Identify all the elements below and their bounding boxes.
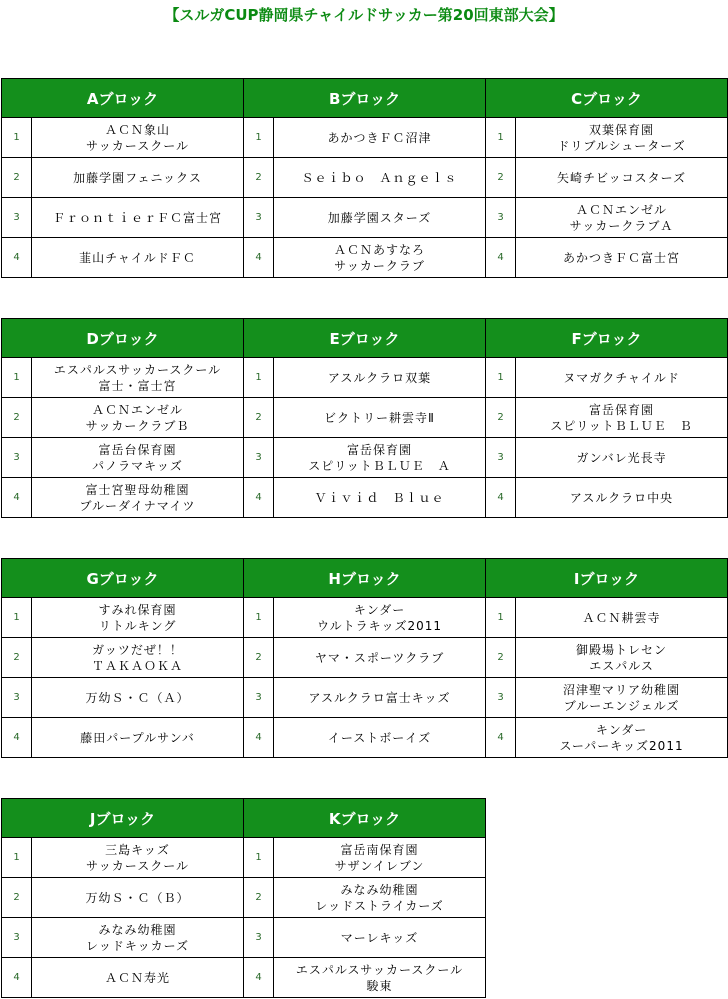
team-name [516, 598, 728, 638]
team-name-line: Ｓｅｉｂｏ Ａｎｇｅｌｓ [301, 170, 458, 185]
team-name-line: マーレキッズ [340, 930, 419, 945]
team-name-line: 富岳保育園 [347, 442, 413, 457]
block-header: Gブロック [2, 559, 244, 598]
team-name-line: 双葉保育園 [589, 122, 655, 137]
block-header: Aブロック [2, 79, 244, 118]
team-name-line: サッカースクール [86, 138, 189, 153]
team-name [516, 718, 728, 758]
team-name-line: ＡＣＮエンゼル [576, 202, 668, 217]
seed-number: 2 [244, 158, 274, 198]
team-name-line: エスパルス [589, 658, 654, 673]
seed-number: 4 [244, 958, 274, 998]
team-name-line: ヤマ・スポーツクラブ [314, 650, 445, 665]
seed-number: 4 [2, 238, 32, 278]
team-name [274, 398, 486, 438]
team-name-line: スピリットＢＬＵＥ Ａ [308, 458, 451, 473]
team-name-line: リトルキング [98, 618, 177, 633]
seed-number: 2 [486, 638, 516, 678]
seed-number: 1 [244, 838, 274, 878]
seed-number: 2 [244, 398, 274, 438]
block-header: Hブロック [244, 559, 486, 598]
team-name [32, 358, 244, 398]
team-name [516, 478, 728, 518]
team-name-line: サッカースクール [86, 858, 189, 873]
team-name-line: ガンバレ光長寺 [576, 450, 667, 465]
team-name-line: レッドキッカーズ [85, 938, 190, 953]
team-name-line: キンダー [595, 722, 648, 737]
seed-number: 1 [244, 358, 274, 398]
table-row [2, 238, 728, 278]
team-name-line: キンダー [353, 602, 406, 617]
block-header: Dブロック [2, 319, 244, 358]
team-name [32, 958, 244, 998]
team-name-line: Ｖｉｖｉｄ Ｂｌｕｅ [314, 490, 445, 505]
block-header: Eブロック [244, 319, 486, 358]
team-name [516, 638, 728, 678]
team-name [274, 238, 486, 278]
team-name-line: サザンイレブン [334, 858, 425, 873]
team-name [516, 238, 728, 278]
team-name [274, 638, 486, 678]
team-name [274, 678, 486, 718]
team-name [516, 438, 728, 478]
team-name [32, 478, 244, 518]
team-name-line: 加藤学園スターズ [327, 210, 432, 225]
table-row [2, 718, 728, 758]
team-name [274, 918, 486, 958]
table-row [2, 158, 728, 198]
table-row [2, 678, 728, 718]
team-name [274, 598, 486, 638]
team-name [516, 678, 728, 718]
team-name-line: 富岳南保育園 [340, 842, 419, 857]
team-name [274, 118, 486, 158]
team-name [32, 638, 244, 678]
table-row [2, 118, 728, 158]
team-name-line: ＡＣＮ寿光 [105, 970, 171, 985]
team-name-line: 三島キッズ [105, 842, 170, 857]
block-header: Cブロック [486, 79, 728, 118]
team-name [274, 878, 486, 918]
seed-number: 2 [2, 158, 32, 198]
team-name-line: アスルクラロ双葉 [327, 370, 432, 385]
team-name [32, 438, 244, 478]
team-name-line: ＦｒｏｎｔｉｅｒＦＣ富士宮 [52, 210, 222, 225]
block-group-table [1, 558, 728, 758]
team-name-line: みなみ幼稚園 [98, 922, 177, 937]
seed-number: 1 [486, 598, 516, 638]
team-name-line: ＡＣＮ耕雲寺 [582, 610, 661, 625]
seed-number: 4 [244, 718, 274, 758]
team-name-line: アスルクラロ中央 [569, 490, 674, 505]
team-name [274, 478, 486, 518]
team-name-line: エスパルスサッカースクール [53, 362, 222, 377]
seed-number: 1 [2, 598, 32, 638]
team-name-line: アスルクラロ富士キッズ [308, 690, 451, 705]
seed-number: 3 [244, 198, 274, 238]
block-group-table [1, 78, 728, 278]
seed-number: 1 [244, 598, 274, 638]
team-name [274, 438, 486, 478]
team-name-line: みなみ幼稚園 [340, 882, 419, 897]
seed-number: 3 [486, 438, 516, 478]
team-name-line: あかつきＦＣ沼津 [327, 130, 432, 145]
seed-number: 4 [244, 238, 274, 278]
table-row [2, 598, 728, 638]
seed-number: 3 [244, 678, 274, 718]
team-name-line: 矢崎チビッコスターズ [557, 170, 686, 185]
seed-number: 2 [244, 638, 274, 678]
team-name [32, 118, 244, 158]
team-name [32, 598, 244, 638]
team-name-line: 万幼Ｓ・Ｃ（Ｂ） [85, 890, 190, 905]
block-header: Bブロック [244, 79, 486, 118]
team-name [32, 678, 244, 718]
team-name [274, 158, 486, 198]
team-name [32, 718, 244, 758]
team-name-line: サッカークラブＡ [569, 218, 674, 233]
team-name-line: レッドストライカーズ [315, 898, 444, 913]
seed-number: 2 [486, 158, 516, 198]
seed-number: 3 [2, 918, 32, 958]
table-row [2, 838, 486, 878]
team-name-line: 富岳台保育園 [98, 442, 177, 457]
seed-number: 3 [244, 438, 274, 478]
block-group-table [1, 318, 728, 518]
team-name [32, 878, 244, 918]
team-name-line: ブルーダイナマイツ [79, 498, 196, 513]
team-name [32, 918, 244, 958]
seed-number: 2 [244, 878, 274, 918]
team-name-line: 韮山チャイルドＦＣ [79, 250, 196, 265]
seed-number: 4 [2, 958, 32, 998]
seed-number: 3 [2, 198, 32, 238]
team-name [516, 198, 728, 238]
seed-number: 3 [486, 198, 516, 238]
team-name-line: ブルーエンジェルズ [563, 698, 680, 713]
team-name-line: スピリットＢＬＵＥ Ｂ [550, 418, 693, 433]
team-name [516, 118, 728, 158]
table-row [2, 918, 486, 958]
table-row [2, 878, 486, 918]
seed-number: 4 [2, 478, 32, 518]
team-name-line: エスパルスサッカースクール [295, 962, 464, 977]
team-name [516, 158, 728, 198]
team-name [274, 838, 486, 878]
team-name-line: あかつきＦＣ富士宮 [563, 250, 681, 265]
seed-number: 4 [2, 718, 32, 758]
table-row [2, 478, 728, 518]
team-name-line: ＴＡＫＡＯＫＡ [92, 658, 184, 673]
block-header: Kブロック [244, 799, 486, 838]
table-row [2, 438, 728, 478]
seed-number: 4 [486, 238, 516, 278]
seed-number: 2 [2, 878, 32, 918]
seed-number: 1 [2, 118, 32, 158]
block-header: Jブロック [2, 799, 244, 838]
seed-number: 1 [2, 358, 32, 398]
team-name-line: イーストボーイズ [327, 730, 432, 745]
team-name-line: ヌマガクチャイルド [563, 370, 680, 385]
seed-number: 2 [486, 398, 516, 438]
team-name-line: 万幼Ｓ・Ｃ（Ａ） [85, 690, 190, 705]
team-name-line: ドリブルシューターズ [557, 138, 686, 153]
team-name-line: サッカークラブ [334, 258, 425, 273]
seed-number: 1 [2, 838, 32, 878]
team-name [516, 398, 728, 438]
team-name-line: 藤田パープルサンバ [80, 730, 195, 745]
team-name [32, 238, 244, 278]
team-name-line: ＡＣＮあすなろ [334, 242, 426, 257]
team-name [274, 718, 486, 758]
seed-number: 2 [2, 638, 32, 678]
team-name [32, 398, 244, 438]
seed-number: 1 [486, 118, 516, 158]
seed-number: 3 [486, 678, 516, 718]
table-row [2, 358, 728, 398]
block-group-table [1, 798, 486, 998]
team-name-line: 加藤学園フェニックス [73, 170, 202, 185]
seed-number: 3 [2, 678, 32, 718]
team-name [274, 198, 486, 238]
seed-number: 3 [2, 438, 32, 478]
block-header: Fブロック [486, 319, 728, 358]
page-title: 【スルガCUP静岡県チャイルドサッカー第20回東部大会】 [164, 6, 564, 24]
team-name-line: 富士宮聖母幼稚園 [85, 482, 190, 497]
table-row [2, 198, 728, 238]
team-name-line: 富士・富士宮 [98, 378, 177, 393]
team-name-line: スーパーキッズ2011 [559, 738, 684, 753]
team-name-line: ＡＣＮエンゼル [91, 402, 183, 417]
block-header: Iブロック [486, 559, 728, 598]
team-name-line: すみれ保育園 [98, 602, 177, 617]
team-name-line: 御殿場トレセン [576, 642, 668, 657]
seed-number: 4 [244, 478, 274, 518]
team-name [274, 358, 486, 398]
team-name-line: 沼津聖マリア幼稚園 [563, 682, 681, 697]
seed-number: 4 [486, 718, 516, 758]
team-name-line: 駿東 [366, 978, 393, 993]
seed-number: 2 [2, 398, 32, 438]
team-name-line: ＡＣＮ象山 [104, 122, 170, 137]
team-name [32, 198, 244, 238]
team-name-line: ビクトリー耕雲寺Ⅱ [324, 410, 435, 425]
team-name-line: 富岳保育園 [589, 402, 655, 417]
table-row [2, 958, 486, 998]
team-name [274, 958, 486, 998]
team-name [32, 838, 244, 878]
table-row [2, 398, 728, 438]
seed-number: 1 [244, 118, 274, 158]
team-name-line: パノラマキッズ [92, 458, 183, 473]
table-row [2, 638, 728, 678]
seed-number: 1 [486, 358, 516, 398]
team-name-line: ガッツだぜ！！ [92, 642, 183, 657]
seed-number: 4 [486, 478, 516, 518]
team-name-line: ウルトラキッズ2011 [317, 618, 442, 633]
seed-number: 3 [244, 918, 274, 958]
team-name-line: サッカークラブＢ [85, 418, 190, 433]
team-name [32, 158, 244, 198]
team-name [516, 358, 728, 398]
